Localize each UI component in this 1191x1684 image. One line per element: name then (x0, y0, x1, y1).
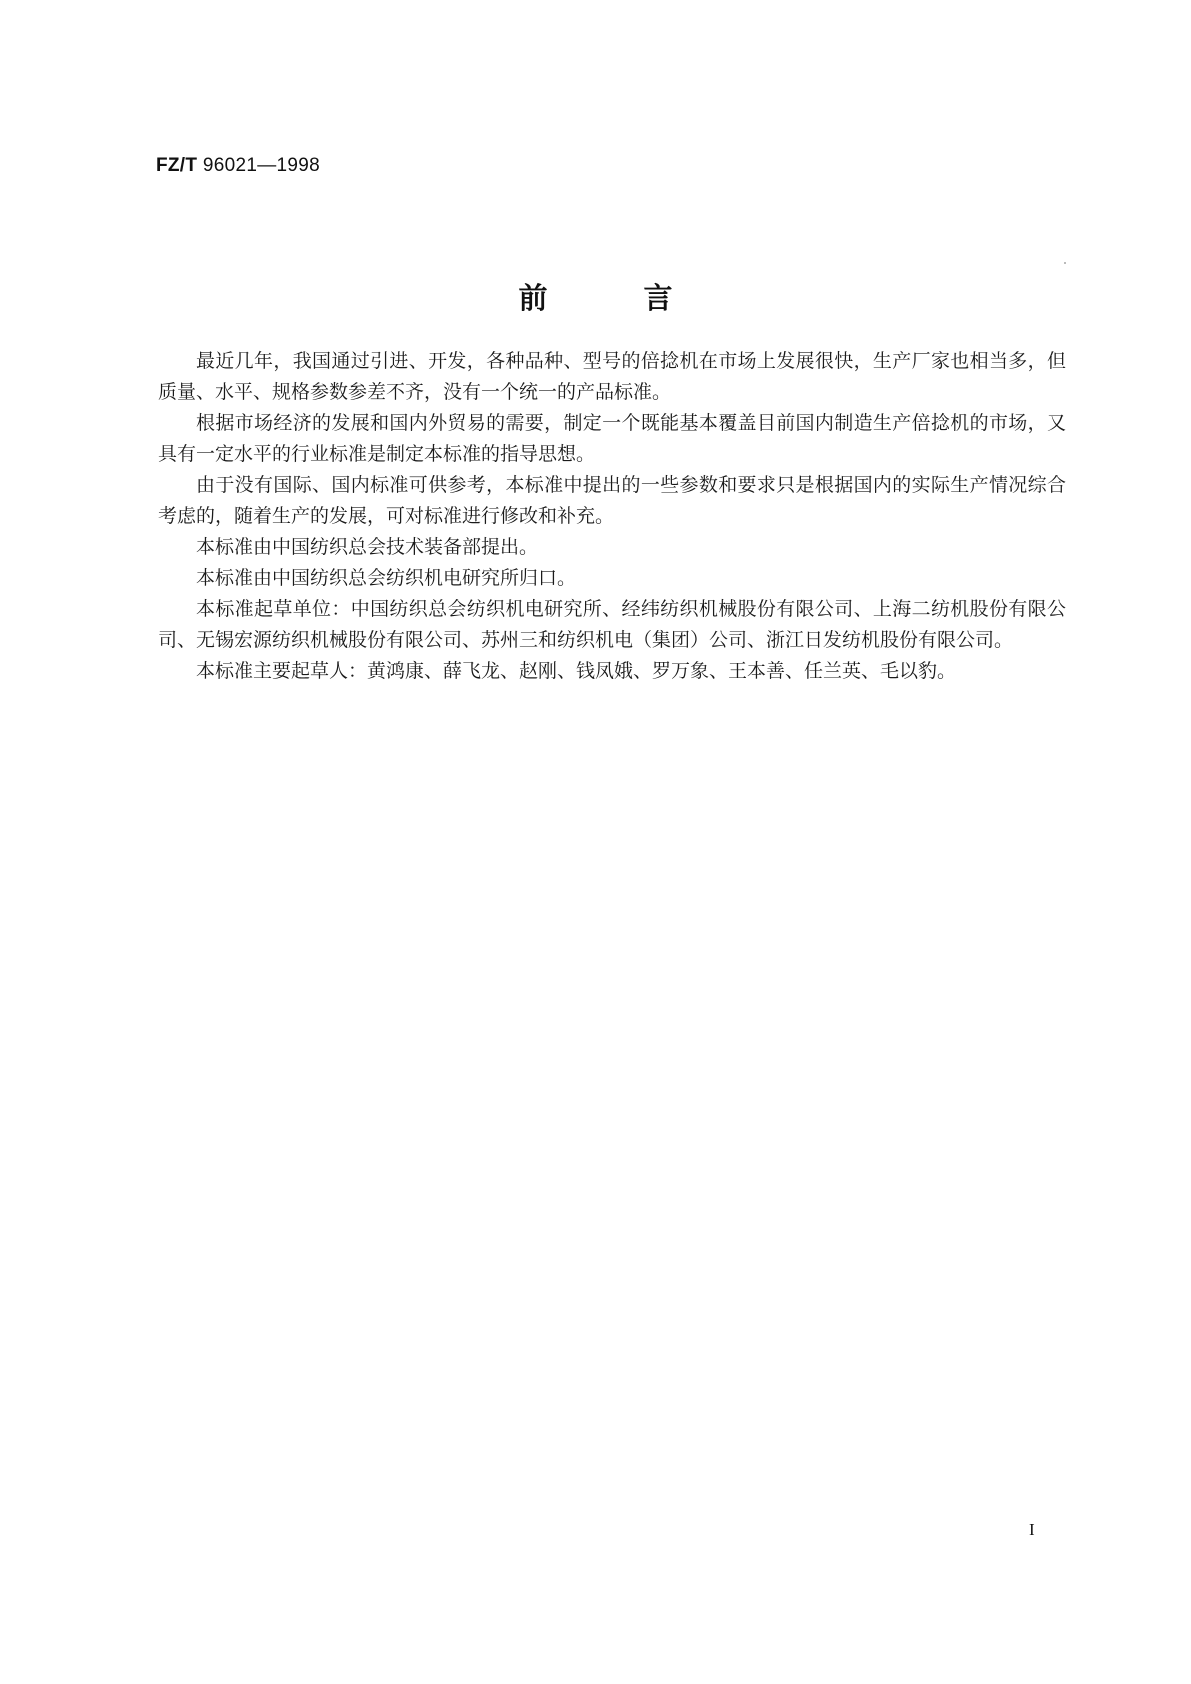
foreword-body (158, 346, 1066, 687)
paragraph: 最近几年，我国通过引进、开发，各种品种、型号的倍捻机在市场上发展很快，生产厂家也相当多，但质量、水平、规格参数参差不齐，没有一个统一的产品标准。 (158, 350, 1066, 403)
paragraph: 本标准由中国纺织总会技术装备部提出。 (196, 536, 539, 558)
standard-code-number: 96021—1998 (202, 155, 320, 176)
paragraph: 本标准主要起草人：黄鸿康、薛飞龙、赵刚、钱凤娥、罗万象、王本善、任兰英、毛以豹。 (196, 660, 957, 682)
paragraph: 由于没有国际、国内标准可供参考，本标准中提出的一些参数和要求只是根据国内的实际生产情况综合考虑的，随着生产的发展，可对标准进行修改和补充。 (158, 474, 1066, 527)
standard-code (156, 155, 320, 177)
page-number: I (1029, 1520, 1035, 1539)
paragraph: 本标准由中国纺织总会纺织机电研究所归口。 (196, 567, 577, 589)
page-title: 前言 (518, 281, 769, 315)
paragraph: 根据市场经济的发展和国内外贸易的需要，制定一个既能基本覆盖目前国内制造生产倍捻机的市场，又具有一定水平的行业标准是制定本标准的指导思想。 (158, 412, 1066, 465)
scan-artifact (1064, 262, 1066, 264)
standard-code-prefix: FZ/T (156, 155, 198, 176)
paragraph: 本标准起草单位：中国纺织总会纺织机电研究所、经纬纺织机械股份有限公司、上海二纺机股份有限公司、无锡宏源纺织机械股份有限公司、苏州三和纺织机电（集团）公司、浙江日发纺机股份有限公司。 (158, 598, 1066, 651)
